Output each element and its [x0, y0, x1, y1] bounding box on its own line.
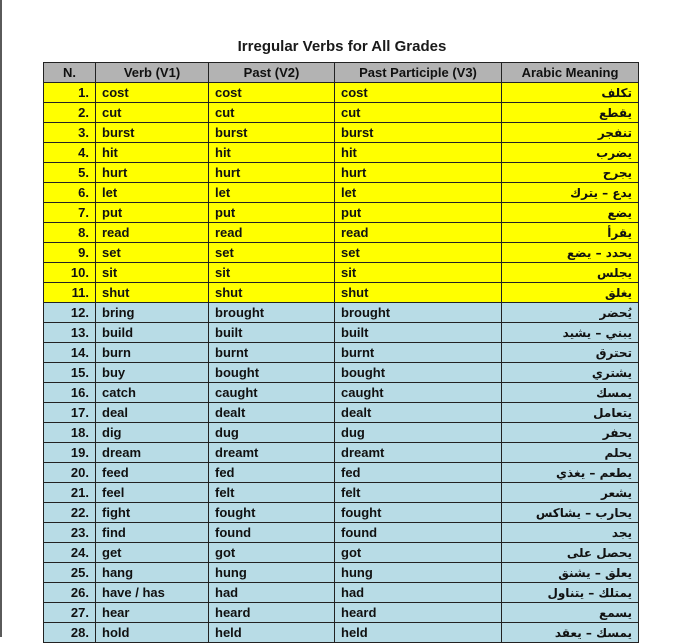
- past-v2-cell: built: [209, 323, 335, 343]
- table-row: [44, 443, 639, 463]
- past-v2-cell: put: [209, 203, 335, 223]
- table-row: [44, 463, 639, 483]
- arabic-meaning-cell: يمتلك – يتناول: [502, 583, 639, 603]
- row-number-cell: 2.: [44, 103, 96, 123]
- verb-v1-cell: sit: [96, 263, 209, 283]
- table-row: [44, 403, 639, 423]
- arabic-meaning-cell: يحدد – يضع: [502, 243, 639, 263]
- past-v2-cell: cut: [209, 103, 335, 123]
- past-participle-v3-cell: got: [335, 543, 502, 563]
- past-v2-cell: dug: [209, 423, 335, 443]
- table-row: [44, 223, 639, 243]
- past-v2-cell: burnt: [209, 343, 335, 363]
- past-v2-cell: fought: [209, 503, 335, 523]
- row-number-cell: 27.: [44, 603, 96, 623]
- table-body: [44, 83, 639, 643]
- table-row: [44, 343, 639, 363]
- past-participle-v3-cell: burst: [335, 123, 502, 143]
- irregular-verbs-table: [43, 62, 639, 643]
- past-v2-cell: cost: [209, 83, 335, 103]
- table-row: [44, 523, 639, 543]
- verb-v1-cell: have / has: [96, 583, 209, 603]
- past-v2-cell: heard: [209, 603, 335, 623]
- table-row: [44, 163, 639, 183]
- past-participle-v3-cell: read: [335, 223, 502, 243]
- past-participle-v3-cell: hung: [335, 563, 502, 583]
- arabic-meaning-cell: تحترق: [502, 343, 639, 363]
- row-number-cell: 4.: [44, 143, 96, 163]
- table-row: [44, 543, 639, 563]
- column-header-verb-v1: Verb (V1): [96, 63, 209, 83]
- verb-v1-cell: shut: [96, 283, 209, 303]
- verb-v1-cell: build: [96, 323, 209, 343]
- column-header-past-v2: Past (V2): [209, 63, 335, 83]
- verb-v1-cell: hold: [96, 623, 209, 643]
- document-title: Irregular Verbs for All Grades: [237, 38, 447, 55]
- past-participle-v3-cell: shut: [335, 283, 502, 303]
- arabic-meaning-cell: يضرب: [502, 143, 639, 163]
- past-v2-cell: read: [209, 223, 335, 243]
- past-participle-v3-cell: fed: [335, 463, 502, 483]
- arabic-meaning-cell: يحارب – يشاكس: [502, 503, 639, 523]
- table-row: [44, 123, 639, 143]
- past-participle-v3-cell: heard: [335, 603, 502, 623]
- arabic-meaning-cell: يمسك – يعقد: [502, 623, 639, 643]
- table-row: [44, 83, 639, 103]
- verb-v1-cell: find: [96, 523, 209, 543]
- table-row: [44, 603, 639, 623]
- past-participle-v3-cell: fought: [335, 503, 502, 523]
- arabic-meaning-cell: يشتري: [502, 363, 639, 383]
- verb-v1-cell: cost: [96, 83, 209, 103]
- verb-v1-cell: feed: [96, 463, 209, 483]
- arabic-meaning-cell: يجد: [502, 523, 639, 543]
- table-row: [44, 423, 639, 443]
- table-header-row: [44, 63, 639, 83]
- row-number-cell: 14.: [44, 343, 96, 363]
- past-participle-v3-cell: built: [335, 323, 502, 343]
- table-row: [44, 583, 639, 603]
- past-participle-v3-cell: caught: [335, 383, 502, 403]
- past-participle-v3-cell: burnt: [335, 343, 502, 363]
- row-number-cell: 10.: [44, 263, 96, 283]
- verb-v1-cell: fight: [96, 503, 209, 523]
- arabic-meaning-cell: يطعم – يغذي: [502, 463, 639, 483]
- row-number-cell: 9.: [44, 243, 96, 263]
- row-number-cell: 6.: [44, 183, 96, 203]
- past-participle-v3-cell: cut: [335, 103, 502, 123]
- verb-v1-cell: hurt: [96, 163, 209, 183]
- arabic-meaning-cell: تكلف: [502, 83, 639, 103]
- row-number-cell: 1.: [44, 83, 96, 103]
- arabic-meaning-cell: يبني – يشيد: [502, 323, 639, 343]
- verb-v1-cell: dream: [96, 443, 209, 463]
- verb-v1-cell: cut: [96, 103, 209, 123]
- past-v2-cell: had: [209, 583, 335, 603]
- past-participle-v3-cell: held: [335, 623, 502, 643]
- arabic-meaning-cell: يشعر: [502, 483, 639, 503]
- past-participle-v3-cell: had: [335, 583, 502, 603]
- past-v2-cell: held: [209, 623, 335, 643]
- table-row: [44, 303, 639, 323]
- row-number-cell: 15.: [44, 363, 96, 383]
- arabic-meaning-cell: تنفجر: [502, 123, 639, 143]
- table-row: [44, 203, 639, 223]
- row-number-cell: 17.: [44, 403, 96, 423]
- verb-v1-cell: bring: [96, 303, 209, 323]
- row-number-cell: 21.: [44, 483, 96, 503]
- row-number-cell: 26.: [44, 583, 96, 603]
- row-number-cell: 18.: [44, 423, 96, 443]
- table-row: [44, 383, 639, 403]
- row-number-cell: 12.: [44, 303, 96, 323]
- table-row: [44, 183, 639, 203]
- verb-v1-cell: hit: [96, 143, 209, 163]
- arabic-meaning-cell: يدع – يترك: [502, 183, 639, 203]
- row-number-cell: 8.: [44, 223, 96, 243]
- past-participle-v3-cell: set: [335, 243, 502, 263]
- past-participle-v3-cell: let: [335, 183, 502, 203]
- column-header-number: N.: [44, 63, 96, 83]
- past-v2-cell: dreamt: [209, 443, 335, 463]
- past-v2-cell: felt: [209, 483, 335, 503]
- row-number-cell: 16.: [44, 383, 96, 403]
- row-number-cell: 19.: [44, 443, 96, 463]
- verb-v1-cell: put: [96, 203, 209, 223]
- past-participle-v3-cell: dealt: [335, 403, 502, 423]
- row-number-cell: 5.: [44, 163, 96, 183]
- verb-v1-cell: buy: [96, 363, 209, 383]
- arabic-meaning-cell: يضع: [502, 203, 639, 223]
- verb-v1-cell: feel: [96, 483, 209, 503]
- table-row: [44, 503, 639, 523]
- verb-v1-cell: deal: [96, 403, 209, 423]
- arabic-meaning-cell: يقطع: [502, 103, 639, 123]
- verb-v1-cell: burst: [96, 123, 209, 143]
- past-v2-cell: dealt: [209, 403, 335, 423]
- row-number-cell: 20.: [44, 463, 96, 483]
- arabic-meaning-cell: يسمع: [502, 603, 639, 623]
- table-row: [44, 263, 639, 283]
- arabic-meaning-cell: يحصل على: [502, 543, 639, 563]
- arabic-meaning-cell: يجرح: [502, 163, 639, 183]
- verb-v1-cell: hang: [96, 563, 209, 583]
- past-participle-v3-cell: hurt: [335, 163, 502, 183]
- past-v2-cell: fed: [209, 463, 335, 483]
- table-row: [44, 563, 639, 583]
- table-row: [44, 323, 639, 343]
- past-v2-cell: hung: [209, 563, 335, 583]
- verb-v1-cell: catch: [96, 383, 209, 403]
- table-row: [44, 483, 639, 503]
- past-v2-cell: bought: [209, 363, 335, 383]
- row-number-cell: 22.: [44, 503, 96, 523]
- past-v2-cell: let: [209, 183, 335, 203]
- past-v2-cell: burst: [209, 123, 335, 143]
- table-row: [44, 243, 639, 263]
- arabic-meaning-cell: يغلق: [502, 283, 639, 303]
- table-row: [44, 143, 639, 163]
- past-v2-cell: brought: [209, 303, 335, 323]
- verb-v1-cell: set: [96, 243, 209, 263]
- page-edge-rule: [0, 0, 2, 637]
- row-number-cell: 13.: [44, 323, 96, 343]
- verb-v1-cell: let: [96, 183, 209, 203]
- row-number-cell: 25.: [44, 563, 96, 583]
- table-row: [44, 283, 639, 303]
- row-number-cell: 7.: [44, 203, 96, 223]
- arabic-meaning-cell: يحفر: [502, 423, 639, 443]
- verb-v1-cell: burn: [96, 343, 209, 363]
- past-participle-v3-cell: brought: [335, 303, 502, 323]
- table-row: [44, 103, 639, 123]
- table-row: [44, 363, 639, 383]
- arabic-meaning-cell: يُحضر: [502, 303, 639, 323]
- verb-v1-cell: hear: [96, 603, 209, 623]
- past-participle-v3-cell: hit: [335, 143, 502, 163]
- past-participle-v3-cell: sit: [335, 263, 502, 283]
- column-header-past-participle-v3: Past Participle (V3): [335, 63, 502, 83]
- past-v2-cell: got: [209, 543, 335, 563]
- arabic-meaning-cell: يعلق – يشنق: [502, 563, 639, 583]
- row-number-cell: 3.: [44, 123, 96, 143]
- column-header-arabic-meaning: Arabic Meaning: [502, 63, 639, 83]
- past-v2-cell: hit: [209, 143, 335, 163]
- row-number-cell: 11.: [44, 283, 96, 303]
- past-participle-v3-cell: found: [335, 523, 502, 543]
- row-number-cell: 23.: [44, 523, 96, 543]
- arabic-meaning-cell: يجلس: [502, 263, 639, 283]
- verb-v1-cell: dig: [96, 423, 209, 443]
- past-v2-cell: caught: [209, 383, 335, 403]
- past-participle-v3-cell: put: [335, 203, 502, 223]
- past-participle-v3-cell: dug: [335, 423, 502, 443]
- arabic-meaning-cell: يتعامل: [502, 403, 639, 423]
- arabic-meaning-cell: يحلم: [502, 443, 639, 463]
- past-v2-cell: shut: [209, 283, 335, 303]
- past-v2-cell: found: [209, 523, 335, 543]
- row-number-cell: 28.: [44, 623, 96, 643]
- verb-v1-cell: read: [96, 223, 209, 243]
- arabic-meaning-cell: يمسك: [502, 383, 639, 403]
- past-v2-cell: sit: [209, 263, 335, 283]
- past-participle-v3-cell: bought: [335, 363, 502, 383]
- arabic-meaning-cell: يقرأ: [502, 223, 639, 243]
- past-participle-v3-cell: dreamt: [335, 443, 502, 463]
- past-participle-v3-cell: felt: [335, 483, 502, 503]
- verb-v1-cell: get: [96, 543, 209, 563]
- row-number-cell: 24.: [44, 543, 96, 563]
- past-v2-cell: hurt: [209, 163, 335, 183]
- table-row: [44, 623, 639, 643]
- past-participle-v3-cell: cost: [335, 83, 502, 103]
- past-v2-cell: set: [209, 243, 335, 263]
